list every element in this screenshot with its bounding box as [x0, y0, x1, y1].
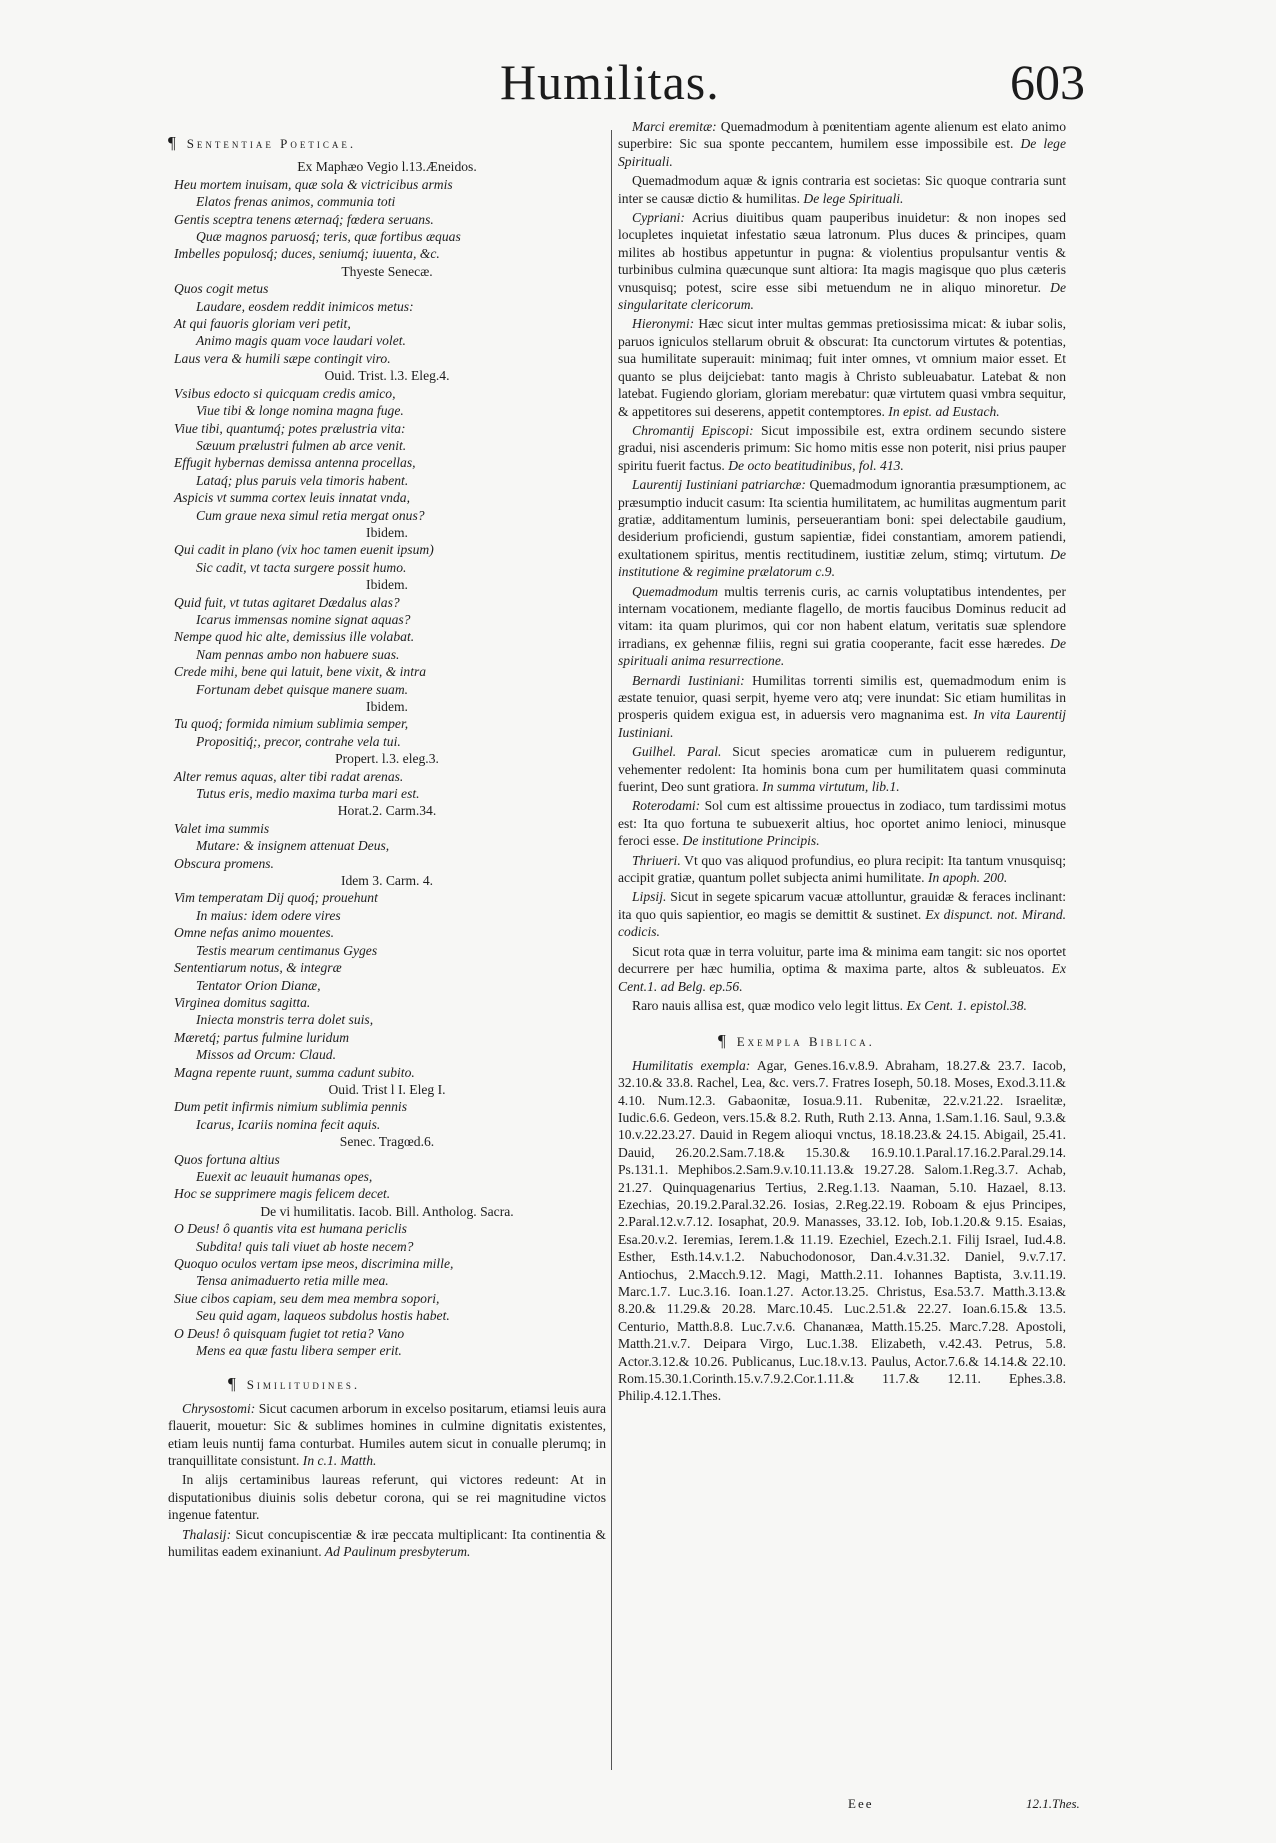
sententia-paragraph: [618, 315, 1066, 419]
verse-blocks: [168, 158, 606, 1359]
source-citation: De institutione Principis.: [679, 833, 820, 849]
source-citation: Ex dispunct. not. Mirand. codicis.: [618, 906, 1067, 940]
author-name: Thriueri.: [632, 852, 681, 868]
verse-line: Effugit hybernas demissa antenna procellas,: [174, 455, 416, 471]
verse-line: Missos ad Orcum: Claud.: [196, 1047, 336, 1063]
verse-line: Quid fuit, vt tutas agitaret Dædalus alas?: [174, 594, 400, 610]
author-name: Guilhel. Paral.: [632, 744, 722, 760]
verse-line: At qui fauoris gloriam veri petit,: [174, 316, 351, 332]
verse-line: Quoquo oculos vertam ipse meos, discrimina mille,: [174, 1256, 454, 1271]
column-divider: [611, 130, 612, 1770]
verse-source: Thyeste Senecæ.: [341, 263, 433, 279]
source-citation: In c.1. Matth.: [299, 1453, 377, 1469]
quote-text: Sol cum est altissime prouectus in zodiaco, tum tardissimi motus est: Ita quo fortuna te subuexerit altius, hoc oportet animo lenioci, minusque feroci esse.: [618, 798, 1066, 849]
verse-line: Mutare: & insignem attenuat Deus,: [196, 838, 390, 854]
verse-line: Heu mortem inuisam, quæ sola & victricibus armis: [174, 176, 453, 192]
verse-line: Quos cogit metus: [174, 281, 269, 297]
sententia-paragraph: [618, 888, 1066, 940]
verse-line: Crede mihi, bene qui latuit, bene vixit, & intra: [174, 664, 427, 680]
author-name: Quemadmodum: [632, 583, 719, 599]
author-name: Laurentij Iustiniani patriarchæ:: [632, 477, 806, 493]
sententia-paragraph: [618, 943, 1066, 995]
exempla-list: [618, 1057, 1066, 1405]
quote-text: Acrius diuitibus quam pauperibus inuidetur: & non inopes sed locupletes inquietat infestatio sæua latronum. Plus duces & principes, quam milites ab hostibus appetuntur in pugna: & violentius propulsantur ventis & turbinibus culmina quæcunque sunt altiora: Ita magis magisque quo plus cæteris vnusquisq; potest, scire esse sibi metuendum ne in aliquo minoretur.: [618, 210, 1066, 295]
quote-text: Quemadmodum aquæ & ignis contraria est societas: Sic quoque contraria sunt inter se causæ dictio & humilitas.: [618, 173, 1066, 206]
verse-line: Alter remus aquas, alter tibi radat arenas.: [174, 768, 404, 784]
right-column: [618, 118, 1066, 1407]
section-heading-similitudines: ¶ Similitudines.: [228, 1374, 361, 1394]
prose-paragraphs: [618, 118, 1066, 1014]
page-number: 603: [1010, 54, 1085, 110]
source-citation: In apoph. 200.: [924, 870, 1008, 886]
source-citation: De institutione & regimine prælatorum c.9.: [618, 546, 1066, 580]
verse-line: Tu quoq́; formida nimium sublimia semper,: [174, 716, 409, 732]
quote-text: Agar, Genes.16.v.8.9. Abraham, 18.27.& 23.7. Iacob, 32.10.& 33.8. Rachel, Lea, &c. vers.7. Fratres Ioseph, 50.18. Moses, Exod.3.11.& 4.10. Num.12.3. Gabaonitæ, Iosua.9.11. Rubenitæ, 22.v.21.22. Israelitæ, Iudic.6.6. Gedeon, vers.15.& 8.2. Ruth, Ruth 2.13. Anna, 1.Sam.1.16. Saul, 9.3.& 10.v.22.23.27. Dauid in Regem alioqui vnctus, 18.18.23.& 24.15. Abigail, 25.41. Dauid, 26.20.2.Sam.7.18.& 15.30.& 16.9.10.1.Paral.17.16.2.Paral.29.14. Ps.131.1. Mephibos.2.Sam.9.v.10.11.13.& 19.27.28. Salom.1.Reg.3.7. Achab, 21.27. Quinquagenarius Tertius, 2.Reg.1.13. Naaman, 5.10. Hazael, 8.13. Ezechias, 20.19.2.Paral.32.26. Iosias, 2.Reg.22.19. Roboam & ejus Principes, 2.Paral.12.v.7.12. Iosaphat, 20.9. Manasses, 33.12. Iob, Iob.1.20.& 9.15. Esaias, Esa.20.v.2. Ieremias, Ierem.1.& 11.19. Ezechiel, Ezech.2.1. Filij Israel, Iud.4.8. Esther, Esth.14.v.1.2. Nabuchodonosor, Dan.4.v.31.32. Daniel, 9.v.7.17. Antiochus, 2.Macch.9.12. Magi, Matth.2.11. Iohannes Baptista, 3.v.11.19. Marc.1.7. Luc.3.16. Ioan.1.27. Actor.13.25. Christus, Esa.53.7. Matth.3.13.& 8.20.& 11.29.& 20.28. Marc.10.45. Luc.2.51.& 22.27. Ioan.6.15.& 13.5. Centurio, Matth.8.8. Luc.7.v.6. Chananæa, Matth.15.25. Marc.7.28. Apostoli, Matth.21.v.7. Deipara Virgo, Luc.1.38. Elizabeth, v.42.43. Petrus, 5.8. Actor.3.12.& 10.26. Publicanus, Luc.18.v.13. Paulus, Actor.7.6.& 14.14.& 22.10. Rom.15.30.1.Corinth.15.v.7.9.2.Cor.1.11.& 11.7.& 12.11. Ephes.3.8. Philip.4.12.1.Thes.: [618, 1057, 1066, 1404]
verse-line: Tentator Orion Dianæ,: [196, 977, 321, 993]
verse-line: Virginea domitus sagitta.: [174, 994, 311, 1010]
verse-line: Iniecta monstris terra dolet suis,: [196, 1012, 374, 1028]
similitudo-paragraph: [168, 1526, 606, 1561]
verse-line: Icarus, Icariis nomina fecit aquis.: [196, 1116, 381, 1132]
sententia-paragraph: [618, 797, 1066, 849]
verse-line: Qui cadit in plano (vix hoc tamen euenit ipsum): [174, 542, 434, 558]
signature-mark: Eee: [848, 1796, 874, 1811]
verse-line: Elatos frenas animos, communia toti: [196, 194, 396, 210]
verse-line: Tutus eris, medio maxima turba mari est.: [196, 786, 420, 802]
source-citation: De octo beatitudinibus, fol. 413.: [724, 457, 904, 473]
verse-line: Vim temperatam Dij quoq́; prouehunt: [174, 890, 378, 906]
author-name: Humilitatis exempla:: [632, 1057, 751, 1073]
quote-text: Humilitas torrenti similis est, quemadmodum enim is æstate tenuior, quasi serpit, hyeme vero atq; vere inundat: Sic etiam humilitas in prosperis quidem exigua est, in aduersis vero magnanima est.: [618, 672, 1066, 723]
source-citation: Ad Paulinum presbyterum.: [321, 1544, 471, 1560]
sententia-paragraph: [618, 422, 1066, 474]
author-name: Marci eremitæ:: [632, 119, 717, 134]
verse-line: Nam pennas ambo non habuere suas.: [196, 646, 400, 662]
section-heading-sententiae: ¶ Sententiae Poeticae.: [168, 133, 357, 152]
sententia-paragraph: [618, 209, 1066, 313]
verse-line: Sic cadit, vt tacta surgere possit humo.: [196, 559, 407, 575]
verse-line: Viue tibi & longe nomina magna fuge.: [196, 403, 404, 419]
verse-line: O Deus! ô quisquam fugiet tot retia? Vano: [174, 1325, 405, 1341]
verse-line: Hoc se supprimere magis felicem decet.: [174, 1186, 391, 1202]
quote-text: Hæc sicut inter multas gemmas pretiosissima micat: & iubar solis, paruos igniculos stellarum obruit & obscurat: Ita cunctorum virtutes & potentias, sua humilitate superauit: minimaq; fuit inter omnes, vt omnium maior esset. Et quanto se plus deijciebat: tanto magis à Christo subleuabatur. Latebat & non latebat. Fugiendo gloriam, gloriam merebatur: quæ virtutem quasi vmbra sequitur, & appetitores sui deserens, appetit contemptores.: [618, 316, 1066, 419]
verse-line: Aspicis vt summa cortex leuis innatat vnda,: [174, 490, 410, 506]
verse-line: O Deus! ô quantis vita est humana periclis: [174, 1221, 407, 1237]
verse-source: Ex Maphæo Vegio l.13.Æneidos.: [297, 159, 477, 175]
quote-text: Raro nauis allisa est, quæ modico velo legit littus.: [632, 997, 904, 1013]
verse-source: Ibidem.: [366, 524, 408, 540]
verse-source: Horat.2. Carm.34.: [337, 803, 437, 819]
page-header: [0, 52, 1276, 122]
verse-line: Quos fortuna altius: [174, 1151, 280, 1167]
source-citation: Ex Cent.1. ad Belg. ep.56.: [618, 961, 1066, 994]
verse-line: Quæ magnos paruosq́; teris, quæ fortibus æquas: [196, 229, 461, 245]
verse-line: Dum petit infirmis nimium sublimia pennis: [174, 1099, 407, 1115]
verse-source: Ouid. Trist l I. Eleg I.: [328, 1081, 446, 1097]
verse-line: Omne nefas animo mouentes.: [174, 925, 335, 941]
sententia-paragraph: [618, 172, 1066, 207]
sententia-paragraph: [618, 672, 1066, 742]
author-name: Lipsij.: [632, 889, 667, 905]
verse-line: Fortunam debet quisque manere suam.: [196, 681, 409, 697]
source-citation: De spirituali anima resurrectione.: [618, 635, 1066, 669]
quote-text: Sicut rota quæ in terra voluitur, parte ima & minima eam tangit: sic nos oportet decurrere per hæc humilia, optima & maxima parte, altos & subleuatos.: [618, 943, 1066, 977]
quote-text: multis terrenis curis, ac carnis voluptatibus intendentes, per internam vocationem, mediante flagello, de mortis faucibus Dominus reducit ad vitam: ita quam plurimos, qui cor non habent elatum, veritatis suæ splendore irradians, ex gehennæ filiis, regni sui gratia cooperante, facit esse hæredes.: [618, 583, 1066, 651]
quote-text: Sicut in segete spicarum vacuæ attolluntur, grauidæ & feraces inclinant: ita quo quis sapientior, eo magis se demittit & sustinet.: [618, 889, 1066, 922]
verse-line: Magna repente ruunt, summa cadunt subito.: [174, 1064, 415, 1080]
sententia-paragraph: [618, 583, 1066, 670]
verse-line: Laudare, eosdem reddit inimicos metus:: [196, 298, 414, 314]
verse-line: Euexit ac leuauit humanas opes,: [196, 1168, 373, 1184]
source-citation: In epist. ad Eustach.: [884, 403, 1000, 419]
sententia-paragraph: [618, 852, 1066, 887]
verse-line: Valet ima summis: [174, 820, 270, 836]
verse-line: Cum graue nexa simul retia mergat onus?: [196, 507, 425, 523]
verse-line: Sententiarum notus, & integræ: [174, 960, 342, 976]
verse-line: Nempe quod hic alte, demissius ille volabat.: [174, 629, 415, 645]
source-citation: In vita Laurentij Iustiniani.: [618, 707, 1066, 740]
similitudines-list: [168, 1400, 606, 1561]
source-citation: De lege Spirituali.: [799, 190, 904, 206]
verse-line: Obscura promens.: [174, 855, 274, 871]
verse-line: Seu quid agam, laqueos subdolus hostis habet.: [196, 1308, 450, 1324]
verse-line: Lataq́; plus paruis vela timoris habent.: [196, 472, 409, 488]
author-name: Thalasij:: [182, 1526, 232, 1542]
author-name: Hieronymi:: [632, 316, 695, 332]
left-column: [168, 128, 606, 1563]
sententia-paragraph: [618, 476, 1066, 580]
verse-line: Siue cibos capiam, seu dem mea membra sopori,: [174, 1290, 440, 1306]
verse-line: Laus vera & humili sæpe contingit viro.: [174, 350, 391, 366]
verse-source: Propert. l.3. eleg.3.: [335, 751, 439, 767]
author-name: Bernardi Iustiniani:: [632, 672, 745, 688]
verse-line: Vsibus edocto si quicquam credis amico,: [174, 385, 396, 401]
running-title: Humilitas.: [500, 54, 720, 110]
verse-line: Tensa animaduerto retia mille mea.: [196, 1273, 389, 1289]
paragraph-mark-icon: ¶: [168, 133, 179, 152]
paragraph-mark-icon: ¶: [228, 1374, 239, 1394]
paragraph-mark-icon: ¶: [718, 1031, 729, 1051]
similitudo-paragraph: [168, 1400, 606, 1470]
verse-source: De vi humilitatis. Iacob. Bill. Antholog. Sacra.: [260, 1203, 514, 1219]
similitudo-paragraph: [168, 1471, 606, 1523]
sententia-paragraph: [618, 743, 1066, 795]
verse-source: Senec. Tragœd.6.: [339, 1134, 435, 1150]
quote-text: Quemadmodum ignorantia præsumptionem, ac præsumptio inducit casum: Ita scientia humilitatem, ac humilitas augmentum parit gratiæ, additamentum luminis, perseuerantiam boni: spei delectabile gaudium, desiderium proficiendi, gustum sapientiæ, fidei constantiam, amorem patiendi, exultationem spiritus, mentis rectitudinem, iustitiæ zelum, stimq; virtutum.: [618, 477, 1066, 562]
verse-line: Animo magis quam voce laudari volet.: [196, 333, 406, 349]
verse-line: Mens ea quæ fastu libera semper erit.: [196, 1343, 402, 1359]
source-citation: Ex Cent. 1. epistol.38.: [903, 997, 1027, 1013]
verse-line: Gentis sceptra tenens æternaq́; fœdera seruans.: [174, 211, 434, 227]
author-name: Chrysostomi:: [182, 1400, 256, 1416]
verse-source: Ibidem.: [366, 699, 408, 714]
quote-text: Sicut impossibile est, extra ordinem secundo sistere gradui, nisi ascenderis primum: Sic homo mitis esse non poterit, nisi prius pauper spiritu fuerit factus.: [618, 422, 1066, 473]
verse-line: Propositiq́;, precor, contrahe vela tui.: [196, 733, 401, 749]
catchword: 12.1.Thes.: [1026, 1796, 1080, 1811]
verse-line: In maius: idem odere vires: [196, 907, 341, 923]
verse-line: Viue tibi, quantumq́; potes prælustria vita:: [174, 420, 406, 436]
verse-source: Ouid. Trist. l.3. Eleg.4.: [324, 368, 450, 384]
sententia-paragraph: [618, 997, 1066, 1014]
author-name: Roterodami:: [632, 798, 701, 814]
source-citation: De lege Spirituali.: [618, 136, 1066, 169]
quote-text: Sicut concupiscentiæ & iræ peccata multiplicant: Ita continentia & humilitas eadem exinaniunt.: [168, 1526, 606, 1560]
verse-line: Testis mearum centimanus Gyges: [196, 942, 378, 958]
quote-text: Vt quo vas aliquod profundius, eo plura recipit: Ita tantum vnusquisq; accipit gratiæ, quantum pollet subjecta animi humilitate.: [618, 852, 1066, 886]
author-name: Chromantij Episcopi:: [632, 422, 754, 438]
verse-line: Sæuum prælustri fulmen ab arce venit.: [196, 437, 407, 453]
section-heading-exempla: ¶ Exempla Biblica.: [718, 1031, 875, 1051]
author-name: Cypriani:: [632, 210, 685, 226]
quote-text: Quemadmodum à pœnitentiam agente alienum est elato animo superbire: Sic sua sponte peccantem, humilem esse impossibile est.: [618, 119, 1066, 152]
verse-line: Imbelles populosq́; duces, seniumq́; iuuenta, &c.: [174, 246, 440, 262]
quote-text: Sicut species aromaticæ cum in puluerem rediguntur, vehementer redolent: Ita hominis bona cum per humilitatem quasi comminuta fuerint, Deo sunt gratiora.: [618, 744, 1067, 795]
verse-line: Icarus immensas nomine signat aquas?: [196, 611, 411, 627]
quote-text: Sicut cacumen arborum in excelso positarum, etiamsi leuis aura flauerit, mouetur: Sic & sublimes homines in culmine dignitatis existentes, etiam leuis nuntij fama conturbat. Humiles autem sicut in conualle plerumq; in tranquillitate consistunt.: [168, 1400, 606, 1469]
verse-line: Mæretq́; partus fulmine luridum: [174, 1029, 350, 1045]
quote-text: In alijs certaminibus laureas referunt, qui victores redeunt: At in disputationibus diuinis solis debetur corona, qui se rei magnitudine victos ingenue fatentur.: [168, 1472, 606, 1523]
verse-source: Ibidem.: [366, 577, 408, 593]
source-citation: De singularitate clericorum.: [618, 279, 1066, 313]
verse-source: Idem 3. Carm. 4.: [340, 873, 434, 889]
verse-line: Subdita! quis tali viuet ab hoste necem?: [196, 1238, 414, 1254]
sententia-paragraph: [618, 118, 1066, 170]
exempla-paragraph: [618, 1057, 1066, 1405]
source-citation: In summa virtutum, lib.1.: [758, 779, 900, 795]
